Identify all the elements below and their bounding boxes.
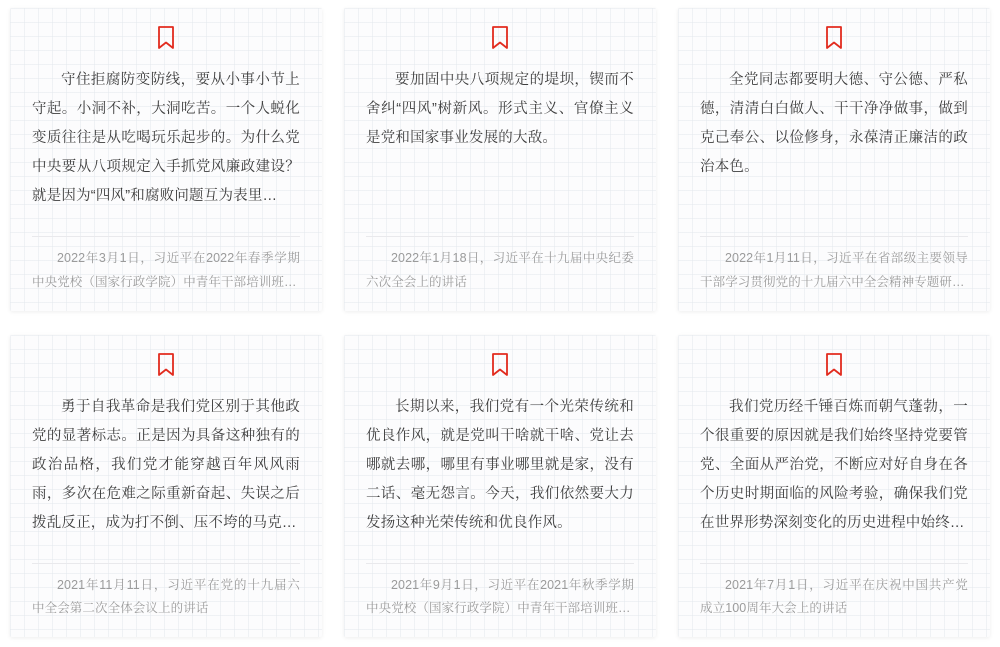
quote-card[interactable] (678, 335, 990, 638)
quote-source: 2021年11月11日，习近平在党的十九届六中全会第二次全体会议上的讲话 (32, 577, 300, 616)
card-divider (366, 563, 634, 564)
bookmark-icon (700, 26, 968, 54)
card-divider (700, 236, 968, 237)
bookmark-icon (366, 26, 634, 54)
quote-source: 2022年1月11日，习近平在省部级主要领导干部学习贯彻党的十九届六中全会精神专题研… (700, 251, 968, 289)
quote-card[interactable] (10, 335, 322, 638)
quote-text: 我们党历经千锤百炼而朝气蓬勃，一个很重要的原因就是我们始终坚持党要管党、全面从严治党，不断应对好自身在各个历史时期面临的风险考验，确保我们党在世界形势深刻变化的历史进程中始终… (700, 398, 968, 531)
quote-text: 守住拒腐防变防线，要从小事小节上守起。小洞不补，大洞吃苦。一个人蜕化变质往往是从吃喝玩乐起步的。为什么党中央要从八项规定入手抓党风廉政建设？就是因为“四风”和腐败问题互为表里… (32, 72, 300, 204)
card-divider (32, 236, 300, 237)
quote-source: 2022年1月18日，习近平在十九届中央纪委六次全会上的讲话 (366, 251, 634, 289)
quote-source: 2021年7月1日，习近平在庆祝中国共产党成立100周年大会上的讲话 (700, 577, 968, 616)
bookmark-icon (32, 26, 300, 54)
quote-card[interactable] (678, 8, 990, 311)
quote-card[interactable] (344, 8, 656, 311)
quote-source: 2022年3月1日，习近平在2022年春季学期中央党校（国家行政学院）中青年干部培训班… (32, 251, 300, 289)
quote-text: 全党同志都要明大德、守公德、严私德，清清白白做人、干干净净做事，做到克己奉公、以俭修身，永葆清正廉洁的政治本色。 (700, 72, 968, 175)
quote-text: 要加固中央八项规定的堤坝，锲而不舍纠“四风”树新风。形式主义、官僚主义是党和国家事业发展的大敌。 (366, 72, 634, 146)
bookmark-icon (32, 353, 300, 381)
quote-text: 长期以来，我们党有一个光荣传统和优良作风，就是党叫干啥就干啥、党让去哪就去哪，哪里有事业哪里就是家，没有二话、毫无怨言。今天，我们依然要大力发扬这种光荣传统和优良作风。 (366, 398, 634, 531)
quote-card[interactable] (10, 8, 322, 311)
quote-text: 勇于自我革命是我们党区别于其他政党的显著标志。正是因为具备这种独有的政治品格，我们党才能穿越百年风风雨雨，多次在危难之际重新奋起、失误之后拨乱反正，成为打不倒、压不垮的马克… (32, 398, 300, 531)
bookmark-icon (700, 353, 968, 381)
quote-source: 2021年9月1日，习近平在2021年秋季学期中央党校（国家行政学院）中青年干部培训班… (366, 577, 634, 616)
quote-card[interactable] (344, 335, 656, 638)
card-divider (32, 563, 300, 564)
card-divider (366, 236, 634, 237)
card-divider (700, 563, 968, 564)
bookmark-icon (366, 353, 634, 381)
